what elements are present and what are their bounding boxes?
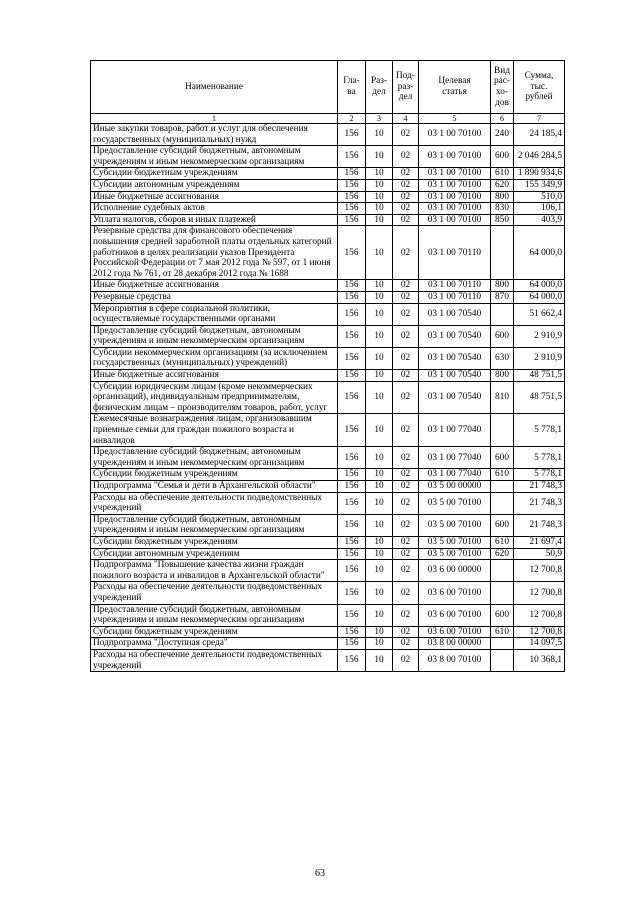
header-section: Раз- дел bbox=[366, 61, 393, 114]
cell-subsection: 02 bbox=[393, 514, 419, 536]
cell-name: Иные бюджетные ассигнования bbox=[91, 280, 338, 292]
cell-chapter: 156 bbox=[338, 649, 366, 671]
column-number: 5 bbox=[419, 114, 491, 124]
cell-sum: 12 700,8 bbox=[514, 604, 565, 626]
cell-sum: 64 000,0 bbox=[514, 226, 565, 280]
column-number: 4 bbox=[393, 114, 419, 124]
cell-name: Иные бюджетные ассигнования bbox=[91, 191, 338, 203]
cell-subsection: 02 bbox=[393, 146, 419, 168]
cell-subsection: 02 bbox=[393, 203, 419, 215]
cell-target: 03 1 00 70540 bbox=[419, 347, 491, 369]
cell-name: Ежемесячные вознаграждения лицам, организовавшим приемные семьи для граждан пожилого возраста и инвалидов bbox=[91, 414, 338, 447]
cell-chapter: 156 bbox=[338, 226, 366, 280]
cell-chapter: 156 bbox=[338, 291, 366, 303]
cell-target: 03 5 00 70100 bbox=[419, 548, 491, 560]
cell-target: 03 5 00 70100 bbox=[419, 492, 491, 514]
cell-name: Иные закупки товаров, работ и услуг для обеспечения государственных (муниципальных) нужд bbox=[91, 124, 338, 146]
cell-chapter: 156 bbox=[338, 626, 366, 638]
cell-chapter: 156 bbox=[338, 303, 366, 325]
cell-expense bbox=[491, 481, 514, 493]
budget-table bbox=[90, 60, 565, 672]
table-row bbox=[91, 381, 565, 414]
cell-chapter: 156 bbox=[338, 280, 366, 292]
cell-chapter: 156 bbox=[338, 560, 366, 582]
cell-section: 10 bbox=[366, 280, 393, 292]
cell-section: 10 bbox=[366, 203, 393, 215]
cell-subsection: 02 bbox=[393, 291, 419, 303]
cell-expense: 850 bbox=[491, 214, 514, 226]
table-row bbox=[91, 481, 565, 493]
cell-sum: 14 097,5 bbox=[514, 638, 565, 650]
cell-section: 10 bbox=[366, 303, 393, 325]
cell-subsection: 02 bbox=[393, 370, 419, 382]
cell-target: 03 1 00 70540 bbox=[419, 325, 491, 347]
cell-sum: 5 778,1 bbox=[514, 469, 565, 481]
document-page bbox=[90, 60, 564, 672]
cell-target: 03 6 00 70100 bbox=[419, 582, 491, 604]
cell-sum: 64 000,0 bbox=[514, 280, 565, 292]
cell-expense: 610 bbox=[491, 536, 514, 548]
header-expense: Вид рас- хо- дов bbox=[491, 61, 514, 114]
cell-name: Резервные средства для финансового обеспечения повышения средней заработной платы отдельных категорий работников в целях реализации указов Президента Российской Федерации от 7 мая 2012 года № 597, от 1 июня 2012 года № 761, от 28 декабря 2012 года № 1688 bbox=[91, 226, 338, 280]
table-row bbox=[91, 179, 565, 191]
cell-subsection: 02 bbox=[393, 560, 419, 582]
cell-expense: 870 bbox=[491, 291, 514, 303]
cell-target: 03 6 00 70100 bbox=[419, 626, 491, 638]
table-row bbox=[91, 226, 565, 280]
table-row bbox=[91, 203, 565, 215]
cell-name: Подпрограмма "Семья и дети в Архангельской области" bbox=[91, 481, 338, 493]
table-row bbox=[91, 370, 565, 382]
header-sum: Сумма, тыс. рублей bbox=[514, 61, 565, 114]
cell-expense bbox=[491, 303, 514, 325]
cell-sum: 106,1 bbox=[514, 203, 565, 215]
table-row bbox=[91, 303, 565, 325]
cell-expense: 620 bbox=[491, 179, 514, 191]
cell-chapter: 156 bbox=[338, 514, 366, 536]
table-row bbox=[91, 347, 565, 369]
table-row bbox=[91, 604, 565, 626]
table-row bbox=[91, 414, 565, 447]
cell-section: 10 bbox=[366, 146, 393, 168]
cell-subsection: 02 bbox=[393, 604, 419, 626]
cell-subsection: 02 bbox=[393, 381, 419, 414]
cell-section: 10 bbox=[366, 381, 393, 414]
cell-subsection: 02 bbox=[393, 481, 419, 493]
cell-expense: 600 bbox=[491, 514, 514, 536]
table-row bbox=[91, 214, 565, 226]
table-row bbox=[91, 325, 565, 347]
cell-name: Уплата налогов, сборов и иных платежей bbox=[91, 214, 338, 226]
cell-section: 10 bbox=[366, 548, 393, 560]
table-row bbox=[91, 280, 565, 292]
cell-chapter: 156 bbox=[338, 582, 366, 604]
cell-sum: 2 046 284,5 bbox=[514, 146, 565, 168]
cell-chapter: 156 bbox=[338, 124, 366, 146]
cell-section: 10 bbox=[366, 226, 393, 280]
cell-expense: 800 bbox=[491, 370, 514, 382]
cell-target: 03 1 00 77040 bbox=[419, 447, 491, 469]
cell-sum: 403,9 bbox=[514, 214, 565, 226]
cell-subsection: 02 bbox=[393, 492, 419, 514]
cell-sum: 12 700,8 bbox=[514, 582, 565, 604]
cell-section: 10 bbox=[366, 370, 393, 382]
cell-name: Субсидии автономным учреждениям bbox=[91, 548, 338, 560]
table-row bbox=[91, 638, 565, 650]
cell-subsection: 02 bbox=[393, 469, 419, 481]
column-number: 6 bbox=[491, 114, 514, 124]
cell-subsection: 02 bbox=[393, 638, 419, 650]
cell-subsection: 02 bbox=[393, 414, 419, 447]
cell-name: Предоставление субсидий бюджетным, автономным учреждениям и иным некоммерческим организациям bbox=[91, 146, 338, 168]
cell-sum: 12 700,8 bbox=[514, 626, 565, 638]
cell-sum: 50,9 bbox=[514, 548, 565, 560]
cell-expense: 600 bbox=[491, 604, 514, 626]
cell-name: Предоставление субсидий бюджетным, автономным учреждениям и иным некоммерческим организациям bbox=[91, 447, 338, 469]
cell-sum: 21 697,4 bbox=[514, 536, 565, 548]
cell-target: 03 1 00 70100 bbox=[419, 168, 491, 180]
cell-chapter: 156 bbox=[338, 214, 366, 226]
cell-chapter: 156 bbox=[338, 325, 366, 347]
cell-expense bbox=[491, 560, 514, 582]
cell-section: 10 bbox=[366, 325, 393, 347]
cell-sum: 51 662,4 bbox=[514, 303, 565, 325]
cell-subsection: 02 bbox=[393, 303, 419, 325]
cell-name: Субсидии бюджетным учреждениям bbox=[91, 536, 338, 548]
cell-section: 10 bbox=[366, 626, 393, 638]
cell-expense: 610 bbox=[491, 626, 514, 638]
cell-expense bbox=[491, 649, 514, 671]
cell-section: 10 bbox=[366, 481, 393, 493]
cell-expense bbox=[491, 226, 514, 280]
cell-target: 03 1 00 77040 bbox=[419, 414, 491, 447]
cell-subsection: 02 bbox=[393, 347, 419, 369]
header-chapter: Гла- ва bbox=[338, 61, 366, 114]
cell-section: 10 bbox=[366, 347, 393, 369]
cell-subsection: 02 bbox=[393, 124, 419, 146]
cell-section: 10 bbox=[366, 560, 393, 582]
cell-name: Предоставление субсидий бюджетным, автономным учреждениям и иным некоммерческим организациям bbox=[91, 604, 338, 626]
cell-expense bbox=[491, 414, 514, 447]
cell-target: 03 1 00 70540 bbox=[419, 370, 491, 382]
cell-name: Субсидии бюджетным учреждениям bbox=[91, 626, 338, 638]
cell-name: Резервные средства bbox=[91, 291, 338, 303]
cell-section: 10 bbox=[366, 291, 393, 303]
cell-target: 03 1 00 70110 bbox=[419, 226, 491, 280]
table-row bbox=[91, 168, 565, 180]
cell-expense: 620 bbox=[491, 548, 514, 560]
cell-target: 03 1 00 70110 bbox=[419, 291, 491, 303]
cell-name: Подпрограмма "Повышение качества жизни граждан пожилого возраста и инвалидов в Архангельской области" bbox=[91, 560, 338, 582]
cell-target: 03 5 00 70100 bbox=[419, 536, 491, 548]
cell-subsection: 02 bbox=[393, 168, 419, 180]
column-number-row bbox=[91, 114, 565, 124]
cell-chapter: 156 bbox=[338, 638, 366, 650]
table-row bbox=[91, 146, 565, 168]
cell-subsection: 02 bbox=[393, 191, 419, 203]
column-number: 3 bbox=[366, 114, 393, 124]
table-row bbox=[91, 492, 565, 514]
cell-sum: 21 748,3 bbox=[514, 514, 565, 536]
cell-expense bbox=[491, 638, 514, 650]
table-row bbox=[91, 560, 565, 582]
cell-subsection: 02 bbox=[393, 548, 419, 560]
cell-target: 03 8 00 70100 bbox=[419, 649, 491, 671]
cell-section: 10 bbox=[366, 447, 393, 469]
cell-expense: 810 bbox=[491, 381, 514, 414]
cell-name: Исполнение судебных актов bbox=[91, 203, 338, 215]
cell-sum: 1 890 934,6 bbox=[514, 168, 565, 180]
cell-expense: 610 bbox=[491, 469, 514, 481]
cell-name: Мероприятия в сфере социальной политики, осуществляемые государственными органами bbox=[91, 303, 338, 325]
column-number: 2 bbox=[338, 114, 366, 124]
cell-sum: 48 751,5 bbox=[514, 370, 565, 382]
cell-chapter: 156 bbox=[338, 481, 366, 493]
cell-subsection: 02 bbox=[393, 447, 419, 469]
cell-section: 10 bbox=[366, 168, 393, 180]
header-subsection: Под- раз- дел bbox=[393, 61, 419, 114]
table-row bbox=[91, 536, 565, 548]
cell-section: 10 bbox=[366, 414, 393, 447]
cell-chapter: 156 bbox=[338, 381, 366, 414]
cell-expense: 610 bbox=[491, 168, 514, 180]
cell-name: Субсидии автономным учреждениям bbox=[91, 179, 338, 191]
cell-sum: 24 185,4 bbox=[514, 124, 565, 146]
cell-target: 03 5 00 70100 bbox=[419, 514, 491, 536]
cell-chapter: 156 bbox=[338, 347, 366, 369]
header-row bbox=[91, 61, 565, 114]
cell-sum: 12 700,8 bbox=[514, 560, 565, 582]
cell-chapter: 156 bbox=[338, 469, 366, 481]
cell-expense: 600 bbox=[491, 146, 514, 168]
cell-expense bbox=[491, 582, 514, 604]
cell-target: 03 1 00 77040 bbox=[419, 469, 491, 481]
cell-chapter: 156 bbox=[338, 179, 366, 191]
cell-target: 03 1 00 70540 bbox=[419, 381, 491, 414]
cell-name: Иные бюджетные ассигнования bbox=[91, 370, 338, 382]
cell-section: 10 bbox=[366, 582, 393, 604]
cell-target: 03 8 00 00000 bbox=[419, 638, 491, 650]
cell-sum: 48 751,5 bbox=[514, 381, 565, 414]
cell-expense: 800 bbox=[491, 191, 514, 203]
cell-target: 03 1 00 70100 bbox=[419, 203, 491, 215]
table-row bbox=[91, 582, 565, 604]
cell-subsection: 02 bbox=[393, 214, 419, 226]
cell-target: 03 6 00 00000 bbox=[419, 560, 491, 582]
cell-chapter: 156 bbox=[338, 146, 366, 168]
table-row bbox=[91, 447, 565, 469]
cell-sum: 2 910,9 bbox=[514, 347, 565, 369]
cell-sum: 10 368,1 bbox=[514, 649, 565, 671]
cell-sum: 5 778,1 bbox=[514, 447, 565, 469]
cell-name: Субсидии бюджетным учреждениям bbox=[91, 168, 338, 180]
cell-section: 10 bbox=[366, 514, 393, 536]
cell-section: 10 bbox=[366, 649, 393, 671]
cell-name: Субсидии юридическим лицам (кроме некоммерческих организаций), индивидуальным предпринимателям, физическим лицам – производителям товаров, работ, услуг bbox=[91, 381, 338, 414]
cell-name: Расходы на обеспечение деятельности подведомственных учреждений bbox=[91, 492, 338, 514]
cell-subsection: 02 bbox=[393, 179, 419, 191]
table-row bbox=[91, 191, 565, 203]
cell-name: Расходы на обеспечение деятельности подведомственных учреждений bbox=[91, 582, 338, 604]
cell-sum: 64 000,0 bbox=[514, 291, 565, 303]
cell-target: 03 1 00 70100 bbox=[419, 124, 491, 146]
table-row bbox=[91, 291, 565, 303]
cell-section: 10 bbox=[366, 191, 393, 203]
cell-sum: 5 778,1 bbox=[514, 414, 565, 447]
cell-chapter: 156 bbox=[338, 370, 366, 382]
cell-target: 03 1 00 70110 bbox=[419, 280, 491, 292]
cell-section: 10 bbox=[366, 604, 393, 626]
cell-chapter: 156 bbox=[338, 203, 366, 215]
column-number: 7 bbox=[514, 114, 565, 124]
cell-section: 10 bbox=[366, 124, 393, 146]
cell-chapter: 156 bbox=[338, 191, 366, 203]
column-number: 1 bbox=[91, 114, 338, 124]
cell-section: 10 bbox=[366, 536, 393, 548]
cell-section: 10 bbox=[366, 638, 393, 650]
table-row bbox=[91, 124, 565, 146]
cell-sum: 21 748,3 bbox=[514, 492, 565, 514]
cell-chapter: 156 bbox=[338, 536, 366, 548]
cell-expense: 600 bbox=[491, 447, 514, 469]
cell-target: 03 1 00 70100 bbox=[419, 146, 491, 168]
cell-chapter: 156 bbox=[338, 168, 366, 180]
cell-expense: 630 bbox=[491, 347, 514, 369]
cell-target: 03 5 00 00000 bbox=[419, 481, 491, 493]
cell-sum: 155 349,9 bbox=[514, 179, 565, 191]
cell-name: Расходы на обеспечение деятельности подведомственных учреждений bbox=[91, 649, 338, 671]
cell-subsection: 02 bbox=[393, 649, 419, 671]
cell-target: 03 1 00 70540 bbox=[419, 303, 491, 325]
table-row bbox=[91, 514, 565, 536]
cell-name: Субсидии бюджетным учреждениям bbox=[91, 469, 338, 481]
cell-name: Предоставление субсидий бюджетным, автономным учреждениям и иным некоммерческим организациям bbox=[91, 325, 338, 347]
table-row bbox=[91, 469, 565, 481]
header-name: Наименование bbox=[91, 61, 338, 114]
table-row bbox=[91, 548, 565, 560]
cell-name: Подпрограмма "Доступная среда" bbox=[91, 638, 338, 650]
cell-chapter: 156 bbox=[338, 548, 366, 560]
cell-section: 10 bbox=[366, 469, 393, 481]
cell-expense: 600 bbox=[491, 325, 514, 347]
cell-sum: 2 910,9 bbox=[514, 325, 565, 347]
cell-expense: 830 bbox=[491, 203, 514, 215]
cell-subsection: 02 bbox=[393, 226, 419, 280]
cell-subsection: 02 bbox=[393, 325, 419, 347]
cell-section: 10 bbox=[366, 214, 393, 226]
cell-subsection: 02 bbox=[393, 536, 419, 548]
cell-name: Субсидии некоммерческим организациям (за исключением государственных (муниципальных) учреждений) bbox=[91, 347, 338, 369]
cell-chapter: 156 bbox=[338, 447, 366, 469]
table-row bbox=[91, 626, 565, 638]
cell-chapter: 156 bbox=[338, 492, 366, 514]
cell-section: 10 bbox=[366, 492, 393, 514]
cell-subsection: 02 bbox=[393, 626, 419, 638]
page-number: 63 bbox=[315, 868, 325, 879]
cell-name: Предоставление субсидий бюджетным, автономным учреждениям и иным некоммерческим организациям bbox=[91, 514, 338, 536]
header-target: Целевая статья bbox=[419, 61, 491, 114]
cell-subsection: 02 bbox=[393, 280, 419, 292]
cell-expense: 240 bbox=[491, 124, 514, 146]
table-row bbox=[91, 649, 565, 671]
cell-target: 03 1 00 70100 bbox=[419, 191, 491, 203]
cell-chapter: 156 bbox=[338, 414, 366, 447]
cell-subsection: 02 bbox=[393, 582, 419, 604]
cell-section: 10 bbox=[366, 179, 393, 191]
cell-sum: 510,0 bbox=[514, 191, 565, 203]
cell-expense: 800 bbox=[491, 280, 514, 292]
cell-target: 03 6 00 70100 bbox=[419, 604, 491, 626]
cell-chapter: 156 bbox=[338, 604, 366, 626]
cell-sum: 21 748,3 bbox=[514, 481, 565, 493]
cell-target: 03 1 00 70100 bbox=[419, 214, 491, 226]
cell-target: 03 1 00 70100 bbox=[419, 179, 491, 191]
cell-expense bbox=[491, 492, 514, 514]
